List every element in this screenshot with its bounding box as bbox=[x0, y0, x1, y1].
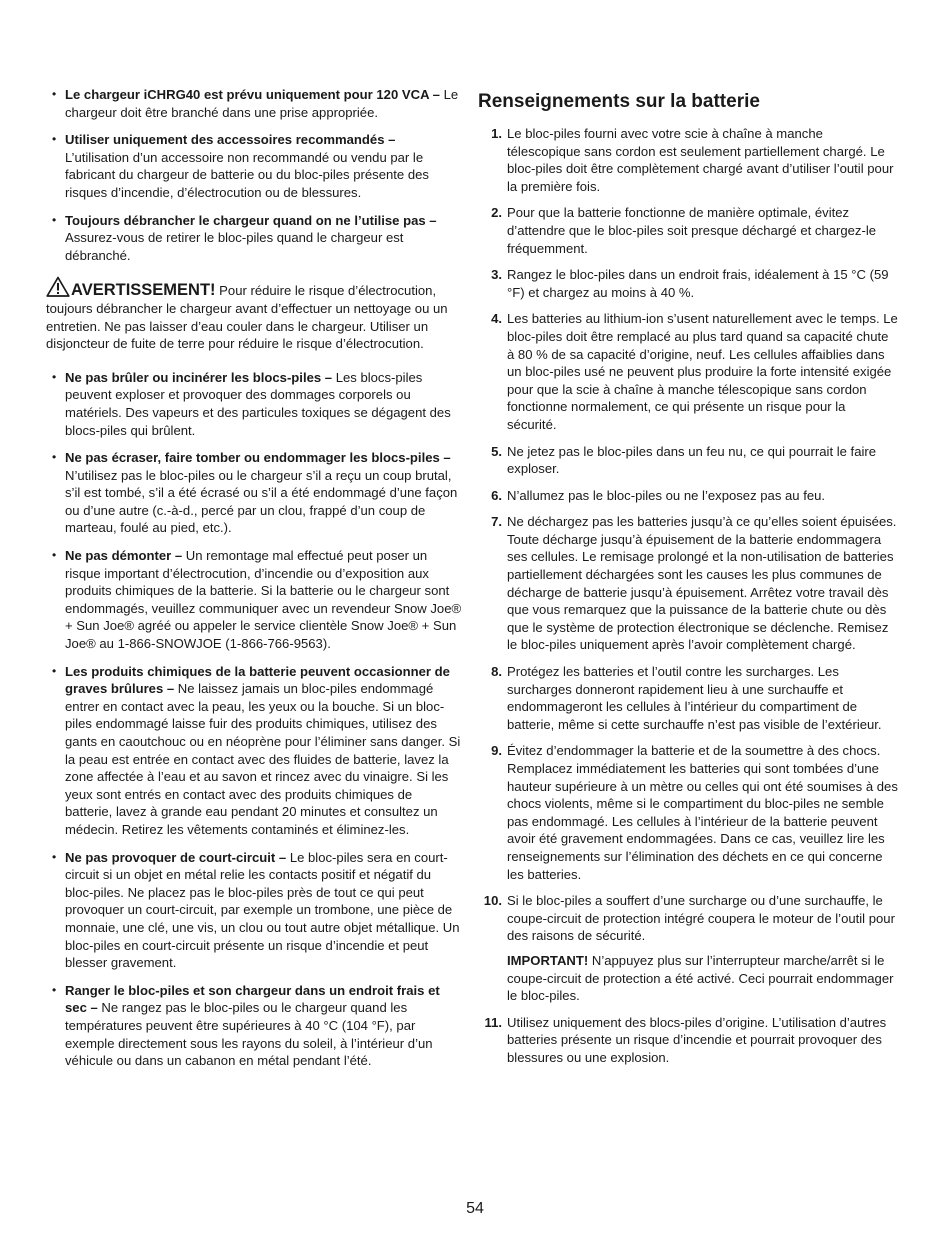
warning-title: AVERTISSEMENT! bbox=[71, 281, 216, 300]
item-text: Ne rangez pas le bloc-piles ou le chargeur quand les températures peuvent être supérieures à 40 °C (104 °F), par exemple directement sous les rayons du soleil, à l’intérieur d’un véhicule ou dans un cabanon en métal pendant l’été. bbox=[65, 1000, 433, 1069]
list-item bbox=[478, 443, 898, 478]
item-text: Utilisez uniquement des blocs-piles d’origine. L’utilisation d’autres batteries présente un risque d’incendie et pourrait provoquer des blessures ou une explosion. bbox=[507, 1014, 887, 1065]
item-text: Les batteries au lithium-ion s’usent naturellement avec le temps. Le bloc-piles doit être remplacé au plus tard quand sa capacité chute à 80 % de sa capacité d’origine, neuf. Les cellules affaiblies dans un bloc-piles usé ne peuvent plus produire la forte intensité exigée pour que la scie à chaîne à manche télescopique sans cordon fonctionne normalement, ce qui présente un risque pour la sécurité. bbox=[507, 311, 898, 432]
item-text: Pour que la batterie fonctionne de manière optimale, évitez d’attendre que le bloc-piles soit presque déchargé et chargez-le fréquemment. bbox=[507, 205, 877, 256]
item-title: Utiliser uniquement des accessoires recommandés – bbox=[65, 132, 396, 148]
list-item bbox=[46, 663, 462, 839]
item-text: Le bloc-piles sera en court-circuit si un objet en métal relie les contacts positif et négatif du bloc-piles. Ne placez pas le bloc-piles près de tout ce qui peut provoquer un court-circuit, par exemple un trombone, une pièce de monnaie, une clé, une vis, un clou ou tout autre objet métallique. Un bloc-piles en court-circuit présente un risque d’incendie et peut blesser gravement. bbox=[65, 849, 460, 971]
left-column bbox=[46, 86, 462, 1080]
item-number: 6. bbox=[491, 487, 502, 503]
warning-text: Pour réduire le risque d’électrocution, toujours débrancher le chargeur avant d’effectuer un nettoyage ou un entretien. Ne pas laisser d’eau couler dans le chargeur. Utiliser un disjoncteur de fuite de terre pour réduire le risque d’électrocution. bbox=[46, 283, 448, 352]
list-item bbox=[478, 266, 898, 301]
item-text: Protégez les batteries et l’outil contre les surcharges. Les surcharges donneront rapidement lieu à une surchauffe et endommageront les cellules à l’intérieur du compartiment de batterie, même si cette surchauffe n’est pas visible de l’extérieur. bbox=[507, 664, 882, 732]
item-text: Ne laissez jamais un bloc-piles endommagé entrer en contact avec la peau, les yeux ou la bouche. Si un bloc-piles endommagé laisse fuir des produits chimiques, utilisez des gants en caoutchouc ou en néoprène pour l’éliminer sans danger. Si la peau est entrée en contact avec des fluides de batterie, lavez la zone affectée à l’eau et au savon et rincez avec du vinaigre. Si les yeux sont entrés en contact avec des produits chimiques de batterie, lavez à grande eau pendant 20 minutes et consultez un médecin. Retirez les vêtements contaminés et éliminez-les. bbox=[65, 681, 461, 837]
right-column bbox=[478, 86, 898, 1076]
item-number: 3. bbox=[491, 267, 502, 283]
item-title: Ne pas brûler ou incinérer les blocs-piles – bbox=[65, 369, 333, 385]
list-item bbox=[46, 212, 462, 265]
item-number: 9. bbox=[491, 743, 502, 759]
list-item bbox=[46, 849, 462, 972]
item-number: 7. bbox=[491, 514, 502, 530]
item-text: Les blocs-piles peuvent exploser et provoquer des dommages corporels ou matériels. Des vapeurs et des particules toxiques se dégagent des blocs-piles qui brûlent. bbox=[65, 369, 451, 438]
item-text: N’utilisez pas le bloc-piles ou le chargeur s’il a reçu un coup brutal, s’il est tombé, s’il a été écrasé ou s’il a été endommagé d’une façon ou d’une autre (c.-à-d., percé par un clou, frappé d’un coup de marteau, foulé au pied, etc.). bbox=[65, 467, 458, 536]
important-label: IMPORTANT! bbox=[507, 952, 589, 968]
item-text: Si le bloc-piles a souffert d’une surcharge ou d’une surchauffe, le coupe-circuit de protection intégré coupera le moteur de l’outil pour des raisons de sécurité. bbox=[507, 893, 895, 944]
item-text: Le bloc-piles fourni avec votre scie à chaîne à manche télescopique sans cordon est seulement partiellement chargé. Le bloc-piles doit être complètement chargé avant d’utiliser l’outil pour la première fois. bbox=[507, 126, 894, 194]
item-text: Un remontage mal effectué peut poser un risque important d’électrocution, d’incendie ou d’exposition aux produits chimiques de la batterie. Si la batterie ou le chargeur sont endommagés, veuillez communiquer avec un revendeur Snow Joe® + Sun Joe® agréé ou appeler le service clientèle Snow Joe® + Sun Joe® au 1-866-SNOWJOE (1-866-766-9563). bbox=[65, 548, 462, 652]
safety-list-top bbox=[46, 86, 462, 264]
item-text: Rangez le bloc-piles dans un endroit frais, idéalement à 15 °C (59 °F) et chargez au moins à 40 %. bbox=[507, 267, 889, 300]
page-number: 54 bbox=[466, 1200, 484, 1217]
list-item bbox=[478, 204, 898, 257]
item-number: 5. bbox=[491, 443, 502, 459]
list-item bbox=[46, 547, 462, 653]
safety-list-bottom bbox=[46, 369, 462, 1070]
item-text: L’utilisation d’un accessoire non recommandé ou vendu par le fabricant du chargeur de batterie ou du bloc-piles présente des risques d’incendie, d’électrocution ou de blessures. bbox=[65, 149, 429, 200]
battery-info-list bbox=[478, 125, 898, 1067]
item-title: Les produits chimiques de la batterie peuvent occasionner de graves brûlures – bbox=[65, 663, 450, 697]
item-title: Ne pas provoquer de court-circuit – bbox=[65, 849, 287, 865]
item-number: 4. bbox=[491, 311, 502, 327]
list-item bbox=[478, 742, 898, 883]
item-number: 11. bbox=[484, 1014, 502, 1030]
item-number: 8. bbox=[491, 664, 502, 680]
list-item bbox=[478, 513, 898, 654]
item-title: Le chargeur iCHRG40 est prévu uniquement pour 120 VCA – bbox=[65, 87, 440, 102]
section-heading: Renseignements sur la batterie bbox=[478, 91, 760, 112]
item-text: Ne jetez pas le bloc-piles dans un feu nu, ce qui pourrait le faire exploser. bbox=[507, 443, 877, 477]
list-item bbox=[46, 369, 462, 439]
list-item bbox=[478, 125, 898, 195]
list-item bbox=[46, 449, 462, 537]
item-number: 10. bbox=[483, 893, 502, 909]
important-note bbox=[507, 952, 898, 1005]
item-text: Ne déchargez pas les batteries jusqu’à ce qu’elles soient épuisées. Toute décharge jusqu’à épuisement de la batterie endommagera ses cellules. Le remisage prolongé et la non-utilisation de batteries partiellement déchargées sont les causes les plus communes de décharge de batterie jusqu’à épuisement. Arrêtez votre travail dès que vous remarquez que la puissance de la batterie chute ou dès que le système de protection électronique se déclenche. Remisez le bloc-piles uniquement après l’avoir complètement chargé. bbox=[507, 514, 897, 653]
item-number: 2. bbox=[491, 205, 502, 221]
item-text: N’allumez pas le bloc-piles ou ne l’exposez pas au feu. bbox=[507, 487, 826, 503]
list-item bbox=[46, 982, 462, 1070]
warning-triangle-icon bbox=[46, 276, 70, 297]
list-item bbox=[478, 892, 898, 1005]
item-title: Ne pas écraser, faire tomber ou endommager les blocs-piles – bbox=[65, 450, 451, 466]
list-item bbox=[46, 86, 462, 121]
item-text: Le chargeur doit être branché dans une prise appropriée. bbox=[65, 87, 459, 120]
important-text: N’appuyez plus sur l’interrupteur marche/arrêt si le coupe-circuit de protection a été activé. Ceci pourrait endommager le bloc-piles. bbox=[507, 952, 894, 1004]
list-item bbox=[478, 487, 898, 505]
list-item bbox=[478, 1014, 898, 1067]
item-title: Ranger le bloc-piles et son chargeur dans un endroit frais et sec – bbox=[65, 982, 440, 1016]
item-text: Assurez-vous de retirer le bloc-piles quand le chargeur est débranché. bbox=[65, 230, 404, 263]
warning-block bbox=[46, 276, 462, 352]
list-item bbox=[478, 310, 898, 433]
item-title: Ne pas démonter – bbox=[65, 548, 183, 564]
item-title: Toujours débrancher le chargeur quand on ne l’utilise pas – bbox=[65, 212, 437, 228]
item-number: 1. bbox=[491, 126, 502, 141]
item-text: Évitez d’endommager la batterie et de la soumettre à des chocs. Remplacez immédiatement les batteries qui sont tombées d’une hauteur supérieure à un mètre ou celles qui ont été soumises à des chocs violents, même si le compartiment du bloc-piles ne semble pas endommagé. Les cellules à l’intérieur de la batterie peuvent avoir été gravement endommagées. Dans ce cas, veuillez lire les renseignements sur l’élimination des déchets en ce qui concerne les batteries. bbox=[507, 743, 898, 882]
list-item bbox=[478, 663, 898, 733]
list-item bbox=[46, 131, 462, 201]
